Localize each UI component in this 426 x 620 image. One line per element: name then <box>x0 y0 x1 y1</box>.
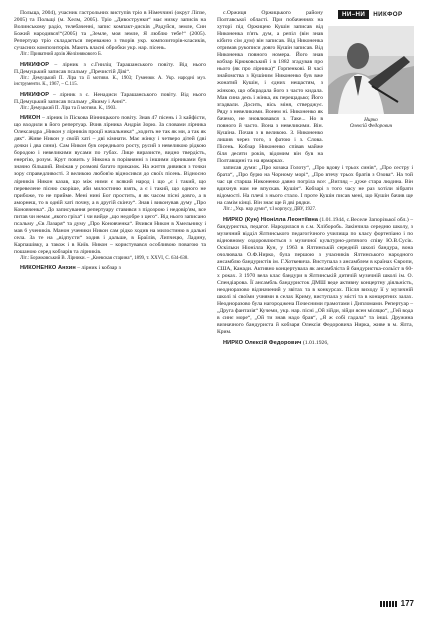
footer-ornament <box>380 601 398 607</box>
entry-nykonenko-cont: с.Оржиця Оржицького району Полтавської області. При побаченнях на хуторі під Оржицею Кушін записав від Никоненка п'ять дум, а репіл (він знав кібито сім дум) він записав. Від Никоненка отримав рукописи довго Кушін записав. Від Никоненка повного номера. Його знав кобзар Крюковський і в 1882 згадував про нього (як про лірника)“ Горпенкові. В часі знайомства з Кушіним Никоненко був вже жонатий Кушін, і єдних нещастям, з жінкою, що обкрадала його з часто кидала. Мав сина десь і жінка, як перещадько; Його згадвали. Досить, вісь міня, стверджує. Ряду з невеликими. Вонем ні. Никоненко як бачемо, не зновлювався з. Таке... Но в повного й часто. Вона з невеликими. Він. Кушіна. Почав з в великою. З. Никоненко лишив через того, з фатою і з. Слова. Пісень. Кобзар Никоненко співав майже біля десяти років, відомим він був на Полтавщині та на ярмарках. <box>217 10 323 164</box>
page-footer <box>380 599 414 608</box>
headword: НИКОНЕНКО Анхин <box>20 265 76 272</box>
reference: Літ.: Демуцький П. Ліра та її мотиви. К., 1903; Гуменюк А. Укр. народні муз. інструменти. К., 1967, – С.115. <box>14 75 206 88</box>
entry-continuation: Польща, 2004), учасник гастрольних виступів тріо в Німеччині (округ Ліпзе, 2005) та Польщі (м. Хелм, 2005). Тріо „Дивострунки“ має низку записів на Волинському радіо, телебаченні, запис компакт-дисків „Радуйся, земле, Син Божий народився!“(2005) та „Земле, моя земле, Я люблю тебе!“ (2005). Репертуар тріо складається переважно з творів укр. композиторів-класиків, сучасних композиторів. Мають власні обробки укр. нар. пісень. <box>14 10 206 52</box>
entry-nykyfor-2: НИКИФОР – лірник з с. Ненадиси Тарашанського повіту. Від нього П.Демуцький записав псальму „Якиму і Анні“. <box>14 91 206 105</box>
headword: НИРКО (Кун) Ніонілла Леонтіївна <box>223 216 319 223</box>
headword: НИКИФОР <box>20 91 50 98</box>
left-column <box>14 10 206 272</box>
reference: Літ.: Боржковський В. Лірники. – „Киевская старина“, 1899, т. ХХVI, С. 634-638. <box>20 256 189 262</box>
headword: НИКИФОР <box>20 61 50 68</box>
entry-nykon: НИКОН – лірник із Піскова Вінницького повіту. Знав 47 пісень і 3 кайфісти, що входили в його репертуар. Вчив лірника Андрія Зорю. За словами лірника Олександра „Никон у лірників проції начальника“ „ходить не так як ми, а так як дяк“. Живе Никон у своїй хаті – дві кімнати. Має жінку і четверо дітей (дві дочки і два сини). Сам Никон був середнього росту, русий з невеликою рідкою бородою і невеликими вусами по губах. Лице виразисте, видно твердість, енергію, розум. Крут повить у Никона в порівнянні з іншими лірниками був значно більший. Вміжав у розмові багато приказок. На життя дивився з точки зору справедливості. З великою любов'ю відносився до своїх пісень. Відносно лірників Никон казав, що між ними є всякий народ і що „є і такий, що перевелене пісню скоріше, аби милостиню взять, а є і такий, що одного не прибоже, то не прийме. Мені нині Бог простить, я як часом пісні довго, а в аморнеш, то в одній хаті почну, а в другій скінчу“. Знав і виконував думу „Про Коновченка“. До записування репертуару ставився з підозрою і недовір'ям, все питав чи немає „якого гріха“ і чи вийде „що недобре з цего“. Від нього записано псальму „Єв Лазаря“ та думу „Про Коновченка“. Вчився Никон в Хмельнику і мав 6 учеників. Манон ученики Никон сам рідко ходив на милостиню в дальні села. За те на „відпусти“ ходив і дальше, в Браїлів, Липчецю, Ладину, Карпашівку, а також і в Київ. Никон – користувався особливою повагою та пошаною серед кобзарів та лірників. <box>14 115 206 255</box>
entry-nyrko-oleksii: НИРКО Олексій Федорович (1.01.1926, <box>223 339 329 346</box>
photo-caption: Нирко Олексій Федорович <box>349 117 393 130</box>
entry-nykonenko-dumy: записав думи: „Про козака Голоту“, „Про вдову і трьох синів“, „Про сестру і брата“, „Про бурю на Чорному морі“, „Про втечу трьох братів з Озова“. На той час ця старша Никоненко давно погріла все: „Вигляд – дуже стара людина. Він вдихнув нам не впускав. Кушін“. Кобзарі з того часу не раз хотіли зібрати відомості. На плечі з нього стало. І проте Кушін писав мені, що Кушін бачив ще на самім кінці. Він знає ще й дві рядки. <box>217 165 413 207</box>
right-column <box>217 10 413 347</box>
entry-nykonenko: НИКОНЕНКО Анхин – лірник і кобзар з <box>20 265 121 272</box>
reference: Літ.: Приватний архів Желізнякового Б. <box>20 52 103 58</box>
entry-nykyfor-1: НИКИФОР – лірник з с.Гниліц Тарашанського повіту. Від нього П.Демуцький записав псальму „Пречистій Діві“. <box>14 61 206 75</box>
header-range: НИ–НИ <box>338 10 369 19</box>
header-name: НИКФОР <box>373 11 403 18</box>
entry-nyrko-nionilla: НИРКО (Кун) Ніонілла Леонтіївна (1.01.1944, с.Веселе Запорізької обл.) – бандуристка, педагог. Народилася в с.м. Хліборобь. Закінчила середню школу, з музичний відділ Ялтинського педагогічного училища по класу фортепіано і по відновному оздоровлюється з музичної культурно-дитячого співу Ю.В.Сусік. Оскільки Ніонілла Кун, у 1963 в Ялтинській середній школі бандура, вона очолювала О.Ф.Нирко, була першою з учасників Ялтинського народного ансамблю бандуристів ім. Г.Хоткевича. Виступала з ансамблем в країнах Європи, США, Канади. Активно концертувала як ансамбліста й бандуристка-сольїст в 60-х роках. З 1970 вела клас бандури в Ялтинській дитячій музичній школі ім. О. Спендіарова. Її ансамбль бандуристок ДМШ веде активну концертну діяльність, неодноразово відзначений у звітах та в конкурсах. Після виходу її у музичній школі зі своїми учнями в селах Криму, виступала у місті та в концертних залах. Неодноразово була нагороджена Почесними грамотами і Дипломами. Репертуар – „Друга фантазія“ Кучеми, укр. нар. пісні „Ой зійди, зійди ясен місяцю“, „Гей вода в синє море“, „Ой ти знав надо брав“, „Я ж собі гадала“ та інші. Дружина визначного бандуриста й кобзаря Олексія Федоровича Нирка, живе в м. Ялта, Крим. <box>217 216 413 336</box>
headword: НИКОН <box>20 115 41 122</box>
reference: Літ.: Демуцький П. Ліра та її мотиви. К., 1903. <box>20 105 117 111</box>
reference: Літ.: „Укр. нар думи“, т.І корпусу, ДВУ, 1927. <box>223 207 317 213</box>
headword: НИРКО Олексій Федорович <box>223 339 302 346</box>
page-number: 177 <box>400 599 414 608</box>
